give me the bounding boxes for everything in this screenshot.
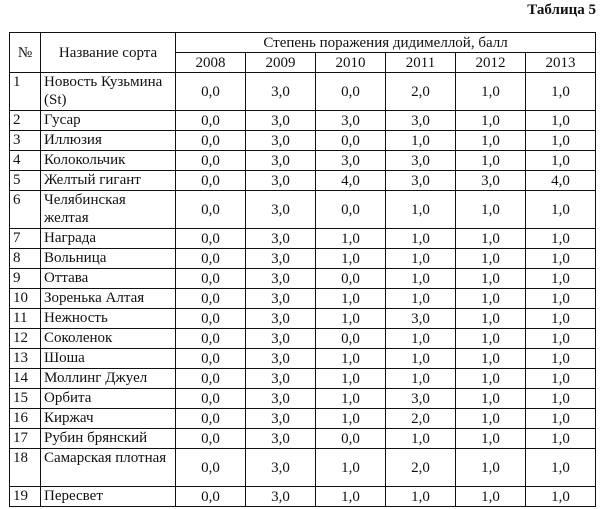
score-cell: 1,0 xyxy=(456,191,526,229)
row-number: 12 xyxy=(10,329,41,349)
score-cell: 3,0 xyxy=(386,309,456,329)
score-cell: 0,0 xyxy=(176,429,246,449)
row-number: 11 xyxy=(10,309,41,329)
score-cell: 1,0 xyxy=(456,349,526,369)
score-cell: 1,0 xyxy=(316,409,386,429)
score-cell: 0,0 xyxy=(176,111,246,131)
score-cell: 0,0 xyxy=(176,409,246,429)
score-cell: 1,0 xyxy=(456,73,526,111)
score-cell: 1,0 xyxy=(386,229,456,249)
score-cell: 1,0 xyxy=(526,409,596,429)
table-row xyxy=(10,409,596,429)
header-num: № xyxy=(10,33,41,73)
variety-name: Вольница xyxy=(41,249,176,269)
variety-name: Орбита xyxy=(41,389,176,409)
score-cell: 1,0 xyxy=(526,151,596,171)
table-row xyxy=(10,289,596,309)
table-row xyxy=(10,229,596,249)
row-number: 2 xyxy=(10,111,41,131)
row-number: 1 xyxy=(10,73,41,111)
score-cell: 1,0 xyxy=(526,131,596,151)
score-cell: 3,0 xyxy=(246,289,316,309)
score-cell: 1,0 xyxy=(386,329,456,349)
score-cell: 3,0 xyxy=(246,191,316,229)
table-row xyxy=(10,329,596,349)
score-cell: 0,0 xyxy=(316,73,386,111)
variety-name: Желтый гигант xyxy=(41,171,176,191)
score-cell: 3,0 xyxy=(246,73,316,111)
variety-name: Рубин брянский xyxy=(41,429,176,449)
table-row xyxy=(10,429,596,449)
variety-name: Шоша xyxy=(41,349,176,369)
variety-name: Нежность xyxy=(41,309,176,329)
score-cell: 1,0 xyxy=(456,487,526,507)
score-cell: 1,0 xyxy=(386,131,456,151)
header-year: 2009 xyxy=(246,53,316,73)
score-cell: 1,0 xyxy=(386,487,456,507)
score-cell: 3,0 xyxy=(246,171,316,191)
score-cell: 1,0 xyxy=(386,191,456,229)
score-cell: 3,0 xyxy=(246,229,316,249)
table-row xyxy=(10,269,596,289)
score-cell: 3,0 xyxy=(246,309,316,329)
score-cell: 0,0 xyxy=(176,289,246,309)
score-cell: 1,0 xyxy=(386,249,456,269)
score-cell: 1,0 xyxy=(456,389,526,409)
score-cell: 1,0 xyxy=(456,409,526,429)
score-cell: 0,0 xyxy=(316,429,386,449)
variety-name: Самарская плотная xyxy=(41,449,176,487)
score-cell: 3,0 xyxy=(246,269,316,289)
variety-name: Зоренька Алтая xyxy=(41,289,176,309)
score-cell: 1,0 xyxy=(386,269,456,289)
table-row xyxy=(10,369,596,389)
score-cell: 0,0 xyxy=(316,329,386,349)
variety-name: Иллюзия xyxy=(41,131,176,151)
score-cell: 3,0 xyxy=(386,389,456,409)
score-cell: 0,0 xyxy=(176,349,246,369)
score-cell: 3,0 xyxy=(246,409,316,429)
score-cell: 1,0 xyxy=(526,191,596,229)
score-cell: 1,0 xyxy=(526,229,596,249)
header-year: 2013 xyxy=(526,53,596,73)
score-cell: 0,0 xyxy=(176,269,246,289)
table-row xyxy=(10,487,596,507)
score-cell: 3,0 xyxy=(386,171,456,191)
score-cell: 1,0 xyxy=(316,389,386,409)
row-number: 5 xyxy=(10,171,41,191)
score-cell: 0,0 xyxy=(176,151,246,171)
score-cell: 3,0 xyxy=(246,429,316,449)
table-body xyxy=(10,73,596,507)
variety-name: Колокольчик xyxy=(41,151,176,171)
score-cell: 1,0 xyxy=(456,131,526,151)
score-cell: 1,0 xyxy=(456,369,526,389)
table-row xyxy=(10,111,596,131)
score-cell: 1,0 xyxy=(456,229,526,249)
score-cell: 3,0 xyxy=(246,111,316,131)
row-number: 3 xyxy=(10,131,41,151)
score-cell: 0,0 xyxy=(316,191,386,229)
score-cell: 0,0 xyxy=(176,191,246,229)
score-cell: 1,0 xyxy=(526,369,596,389)
score-cell: 1,0 xyxy=(456,329,526,349)
table-caption: Таблица 5 xyxy=(527,2,596,18)
table-row xyxy=(10,73,596,111)
variety-name: Награда xyxy=(41,229,176,249)
row-number: 15 xyxy=(10,389,41,409)
variety-name: Челябинская желтая xyxy=(41,191,176,229)
score-cell: 1,0 xyxy=(456,289,526,309)
row-number: 9 xyxy=(10,269,41,289)
score-cell: 3,0 xyxy=(246,151,316,171)
score-cell: 3,0 xyxy=(246,329,316,349)
variety-name: Оттава xyxy=(41,269,176,289)
score-cell: 1,0 xyxy=(526,389,596,409)
score-cell: 1,0 xyxy=(456,269,526,289)
score-cell: 1,0 xyxy=(386,289,456,309)
score-cell: 3,0 xyxy=(316,111,386,131)
header-year: 2010 xyxy=(316,53,386,73)
score-cell: 0,0 xyxy=(176,229,246,249)
score-cell: 1,0 xyxy=(526,249,596,269)
table-row xyxy=(10,349,596,369)
header-year: 2012 xyxy=(456,53,526,73)
variety-name: Гусар xyxy=(41,111,176,131)
table-row xyxy=(10,131,596,151)
header-disease-score: Степень поражения дидимеллой, балл xyxy=(176,33,596,53)
row-number: 8 xyxy=(10,249,41,269)
table-header xyxy=(10,33,596,73)
score-cell: 3,0 xyxy=(246,349,316,369)
score-cell: 1,0 xyxy=(526,449,596,487)
header-year: 2008 xyxy=(176,53,246,73)
score-cell: 0,0 xyxy=(176,389,246,409)
score-cell: 1,0 xyxy=(526,349,596,369)
score-cell: 1,0 xyxy=(526,309,596,329)
header-variety-name: Название сорта xyxy=(41,33,176,73)
score-cell: 1,0 xyxy=(526,73,596,111)
score-cell: 1,0 xyxy=(316,309,386,329)
score-cell: 0,0 xyxy=(176,73,246,111)
score-cell: 3,0 xyxy=(246,449,316,487)
score-cell: 1,0 xyxy=(316,249,386,269)
score-cell: 4,0 xyxy=(316,171,386,191)
row-number: 4 xyxy=(10,151,41,171)
score-cell: 1,0 xyxy=(316,369,386,389)
score-cell: 0,0 xyxy=(176,487,246,507)
score-cell: 3,0 xyxy=(386,151,456,171)
score-cell: 1,0 xyxy=(456,151,526,171)
score-cell: 1,0 xyxy=(316,449,386,487)
score-cell: 1,0 xyxy=(456,449,526,487)
score-cell: 3,0 xyxy=(316,151,386,171)
score-cell: 1,0 xyxy=(386,429,456,449)
score-cell: 1,0 xyxy=(456,249,526,269)
score-cell: 1,0 xyxy=(316,487,386,507)
table-row xyxy=(10,309,596,329)
score-cell: 0,0 xyxy=(176,309,246,329)
disease-table xyxy=(9,32,596,507)
variety-name: Новость Кузьмина (St) xyxy=(41,73,176,111)
variety-name: Киржач xyxy=(41,409,176,429)
score-cell: 1,0 xyxy=(316,229,386,249)
score-cell: 1,0 xyxy=(386,349,456,369)
row-number: 14 xyxy=(10,369,41,389)
table-row xyxy=(10,249,596,269)
row-number: 13 xyxy=(10,349,41,369)
variety-name: Пересвет xyxy=(41,487,176,507)
score-cell: 1,0 xyxy=(456,309,526,329)
row-number: 16 xyxy=(10,409,41,429)
score-cell: 0,0 xyxy=(176,449,246,487)
score-cell: 3,0 xyxy=(386,111,456,131)
score-cell: 3,0 xyxy=(246,487,316,507)
score-cell: 4,0 xyxy=(526,171,596,191)
score-cell: 3,0 xyxy=(246,389,316,409)
table-row xyxy=(10,191,596,229)
score-cell: 1,0 xyxy=(456,111,526,131)
score-cell: 1,0 xyxy=(316,289,386,309)
score-cell: 2,0 xyxy=(386,449,456,487)
score-cell: 1,0 xyxy=(526,111,596,131)
score-cell: 1,0 xyxy=(316,349,386,369)
row-number: 6 xyxy=(10,191,41,229)
score-cell: 1,0 xyxy=(526,289,596,309)
score-cell: 3,0 xyxy=(246,249,316,269)
score-cell: 3,0 xyxy=(456,171,526,191)
score-cell: 0,0 xyxy=(176,329,246,349)
row-number: 10 xyxy=(10,289,41,309)
score-cell: 3,0 xyxy=(246,131,316,151)
table-row xyxy=(10,449,596,487)
table-row xyxy=(10,151,596,171)
score-cell: 2,0 xyxy=(386,73,456,111)
row-number: 18 xyxy=(10,449,41,487)
score-cell: 1,0 xyxy=(456,429,526,449)
score-cell: 1,0 xyxy=(526,429,596,449)
variety-name: Моллинг Джуел xyxy=(41,369,176,389)
score-cell: 1,0 xyxy=(386,369,456,389)
score-cell: 1,0 xyxy=(526,329,596,349)
score-cell: 3,0 xyxy=(246,369,316,389)
variety-name: Соколенок xyxy=(41,329,176,349)
row-number: 19 xyxy=(10,487,41,507)
score-cell: 1,0 xyxy=(526,269,596,289)
header-year: 2011 xyxy=(386,53,456,73)
score-cell: 0,0 xyxy=(176,131,246,151)
score-cell: 1,0 xyxy=(526,487,596,507)
score-cell: 0,0 xyxy=(176,369,246,389)
row-number: 7 xyxy=(10,229,41,249)
score-cell: 0,0 xyxy=(316,131,386,151)
score-cell: 0,0 xyxy=(176,171,246,191)
score-cell: 2,0 xyxy=(386,409,456,429)
score-cell: 0,0 xyxy=(176,249,246,269)
table-row xyxy=(10,389,596,409)
table-row xyxy=(10,171,596,191)
score-cell: 0,0 xyxy=(316,269,386,289)
row-number: 17 xyxy=(10,429,41,449)
